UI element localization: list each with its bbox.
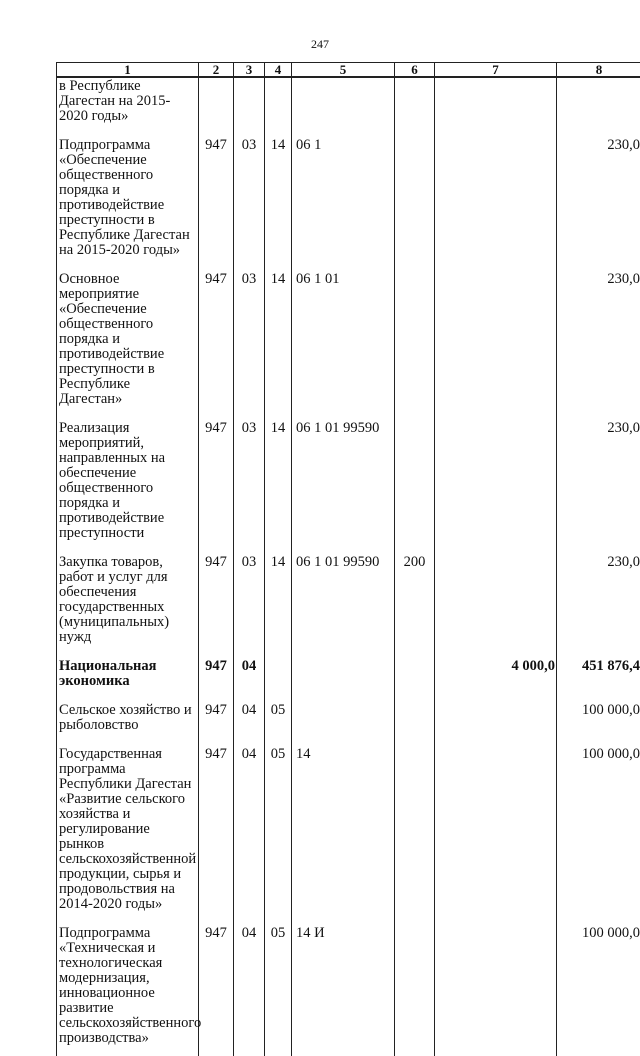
row-target-item: 14 bbox=[292, 743, 395, 922]
row-subsection bbox=[265, 77, 292, 134]
row-target-item: 06 1 01 bbox=[292, 268, 395, 417]
row-name: Основное мероприятие «Обеспечение общественного порядка и противодействие преступности в Республике Дагестан» bbox=[57, 268, 199, 417]
row-amount-7: 4 000,0 bbox=[435, 655, 557, 699]
row-amount-7 bbox=[435, 551, 557, 655]
row-name: Закупка товаров, работ и услуг для обеспечения государственных (муниципальных) нужд bbox=[57, 551, 199, 655]
row-name: Подпрограмма «Обеспечение общественного порядка и противодействие преступности в Республике Дагестан на 2015-2020 годы» bbox=[57, 134, 199, 268]
table-header-row bbox=[57, 63, 640, 78]
row-section: 04 bbox=[234, 743, 265, 922]
header-col-6: 6 bbox=[395, 63, 435, 78]
row-expense-type bbox=[395, 922, 435, 1056]
table-row bbox=[57, 699, 640, 743]
row-section: 03 bbox=[234, 417, 265, 551]
row-target-item bbox=[292, 699, 395, 743]
table-row bbox=[57, 77, 640, 134]
row-amount-7 bbox=[435, 743, 557, 922]
row-section: 03 bbox=[234, 268, 265, 417]
row-name: Государственная программа Республики Дагестан «Развитие сельского хозяйства и регулирование рынков сельскохозяйственной продукции, сырья и продовольствия на 2014-2020 годы» bbox=[57, 743, 199, 922]
row-section bbox=[234, 77, 265, 134]
row-subsection: 14 bbox=[265, 417, 292, 551]
row-amount-8: 230,0 bbox=[557, 268, 640, 417]
table-row-section-total bbox=[57, 655, 640, 699]
table-row bbox=[57, 743, 640, 922]
row-expense-type bbox=[395, 743, 435, 922]
row-target-item bbox=[292, 77, 395, 134]
row-subsection: 05 bbox=[265, 743, 292, 922]
budget-table bbox=[56, 62, 640, 1056]
row-expense-type: 200 bbox=[395, 551, 435, 655]
table-row bbox=[57, 551, 640, 655]
row-section: 04 bbox=[234, 922, 265, 1056]
row-target-item bbox=[292, 655, 395, 699]
row-ministry-code: 947 bbox=[199, 551, 234, 655]
row-ministry-code: 947 bbox=[199, 268, 234, 417]
row-target-item: 06 1 01 99590 bbox=[292, 551, 395, 655]
table-row bbox=[57, 134, 640, 268]
row-amount-8: 100 000,0 bbox=[557, 699, 640, 743]
row-target-item: 14 И bbox=[292, 922, 395, 1056]
row-subsection bbox=[265, 655, 292, 699]
row-name: Подпрограмма «Техническая и технологическая модернизация, инновационное развитие сельскохозяйственного производства» bbox=[57, 922, 199, 1056]
header-col-1: 1 bbox=[57, 63, 199, 78]
row-amount-8 bbox=[557, 77, 640, 134]
row-expense-type bbox=[395, 134, 435, 268]
row-amount-7 bbox=[435, 699, 557, 743]
row-amount-7 bbox=[435, 922, 557, 1056]
row-section: 04 bbox=[234, 699, 265, 743]
row-amount-7 bbox=[435, 134, 557, 268]
header-col-7: 7 bbox=[435, 63, 557, 78]
header-col-3: 3 bbox=[234, 63, 265, 78]
row-amount-7 bbox=[435, 268, 557, 417]
row-name: в Республике Дагестан на 2015-2020 годы» bbox=[57, 77, 199, 134]
row-expense-type bbox=[395, 268, 435, 417]
row-ministry-code: 947 bbox=[199, 699, 234, 743]
row-expense-type bbox=[395, 655, 435, 699]
row-ministry-code bbox=[199, 77, 234, 134]
row-name: Реализация мероприятий, направленных на обеспечение общественного порядка и противодействие преступности bbox=[57, 417, 199, 551]
row-amount-8: 100 000,0 bbox=[557, 743, 640, 922]
row-ministry-code: 947 bbox=[199, 922, 234, 1056]
row-section: 03 bbox=[234, 551, 265, 655]
table-row bbox=[57, 922, 640, 1056]
row-subsection: 14 bbox=[265, 134, 292, 268]
row-name: Национальная экономика bbox=[57, 655, 199, 699]
row-amount-8: 100 000,0 bbox=[557, 922, 640, 1056]
row-amount-8: 230,0 bbox=[557, 417, 640, 551]
row-subsection: 05 bbox=[265, 699, 292, 743]
page-number: 247 bbox=[0, 37, 640, 52]
header-col-5: 5 bbox=[292, 63, 395, 78]
header-col-8: 8 bbox=[557, 63, 640, 78]
row-amount-8: 230,0 bbox=[557, 551, 640, 655]
row-amount-8: 451 876,4 bbox=[557, 655, 640, 699]
row-subsection: 14 bbox=[265, 551, 292, 655]
row-amount-7 bbox=[435, 417, 557, 551]
header-col-2: 2 bbox=[199, 63, 234, 78]
row-ministry-code: 947 bbox=[199, 655, 234, 699]
row-section: 03 bbox=[234, 134, 265, 268]
row-ministry-code: 947 bbox=[199, 743, 234, 922]
row-name: Сельское хозяйство и рыболовство bbox=[57, 699, 199, 743]
row-ministry-code: 947 bbox=[199, 417, 234, 551]
row-target-item: 06 1 bbox=[292, 134, 395, 268]
row-amount-8: 230,0 bbox=[557, 134, 640, 268]
row-ministry-code: 947 bbox=[199, 134, 234, 268]
row-expense-type bbox=[395, 417, 435, 551]
row-subsection: 14 bbox=[265, 268, 292, 417]
row-expense-type bbox=[395, 77, 435, 134]
row-amount-7 bbox=[435, 77, 557, 134]
table-row bbox=[57, 417, 640, 551]
row-subsection: 05 bbox=[265, 922, 292, 1056]
row-expense-type bbox=[395, 699, 435, 743]
row-section: 04 bbox=[234, 655, 265, 699]
header-col-4: 4 bbox=[265, 63, 292, 78]
table-row bbox=[57, 268, 640, 417]
row-target-item: 06 1 01 99590 bbox=[292, 417, 395, 551]
